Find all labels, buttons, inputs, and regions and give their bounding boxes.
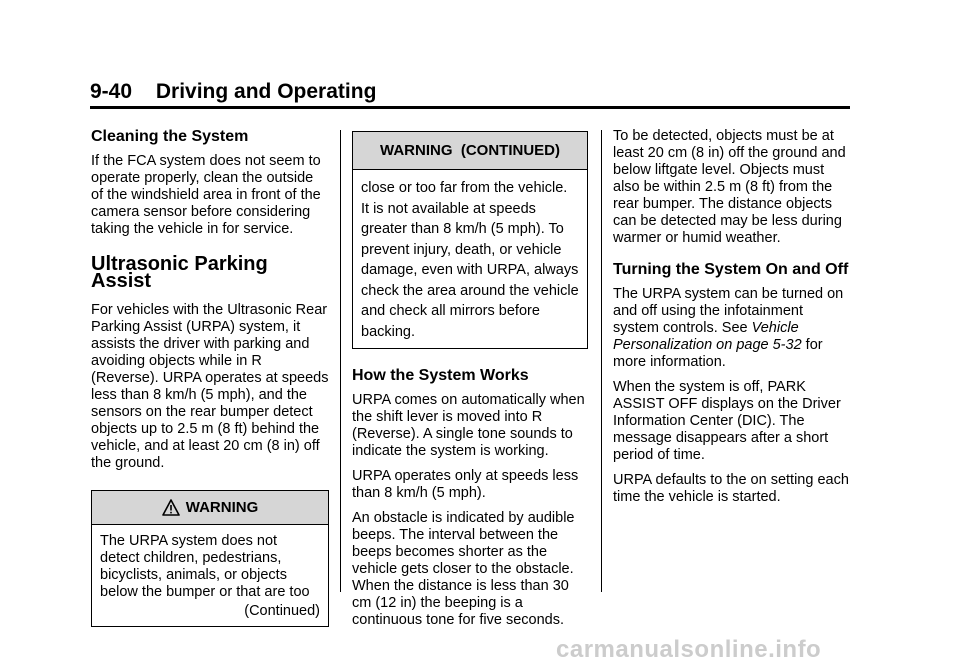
- heading-urpa: Ultrasonic Parking Assist: [91, 253, 268, 292]
- warning-continued-header: [353, 132, 587, 170]
- paragraph-how-3: An obstacle is indicated by audible beeps. The interval between the beeps becomes shorter as the vehicle gets closer to the obstacle. When the distance is less than 30 cm (12 in) the beeping is a continuous tone for five seconds.: [352, 510, 575, 628]
- paragraph-how-2: URPA operates only at speeds less than 8 km/h (5 mph).: [352, 468, 579, 501]
- warning-title: WARNING: [185, 499, 259, 516]
- paragraph-urpa: For vehicles with the Ultrasonic Rear Parking Assist (URPA) system, it assists the driver with parking and avoiding objects while in R (Reverse). URPA operates at speeds less than 8 km/h (5 mph), and the sensors on the rear bumper detect objects up to 2.5 m (8 ft) behind the vehicle, and at least 20 cm (8 in) off the ground.: [91, 302, 329, 471]
- heading-cleaning: Cleaning the System: [91, 128, 249, 145]
- warning-triangle-icon: [162, 499, 180, 516]
- column-2: [352, 131, 588, 637]
- column-3: [613, 128, 851, 514]
- turning-text-end: for more information.: [613, 337, 823, 370]
- paragraph-turning: [613, 286, 851, 371]
- paragraph-detection: To be detected, objects must be at least 20 cm (8 in) off the ground and below liftgate level. Objects must also be within 2.5 m (8 ft) from the rear bumper. The distance objects can be detected may be less during warmer or humid weather.: [613, 128, 846, 246]
- heading-turning-on-off: Turning the System On and Off: [613, 261, 849, 278]
- page-header: [90, 80, 376, 104]
- paragraph-default: URPA defaults to the on setting each time the vehicle is started.: [613, 472, 849, 505]
- paragraph-how-1: URPA comes on automatically when the shift lever is moved into R (Reverse). A single tone sounds to indicate the system is working.: [352, 392, 585, 459]
- turning-text-start: The URPA system can be turned on and off using the infotainment system controls. See: [613, 286, 844, 336]
- paragraph-system-off: When the system is off, PARK ASSIST OFF displays on the Driver Information Center (DIC). The message disappears after a short period of time.: [613, 379, 841, 463]
- watermark: carmanualsonline.info: [556, 636, 822, 663]
- warning-continued-body: close or too far from the vehicle. It is not available at speeds greater than 8 km/h (5 mph). To prevent injury, death, or vehicle damage, even with URPA, always check the area around the vehicle and check all mirrors before backing.: [361, 180, 579, 340]
- cross-reference-link[interactable]: Vehicle Personalization on page 5-32: [613, 320, 802, 353]
- column-divider: [340, 130, 341, 592]
- warning-text: The URPA system does not detect children, pedestrians, bicyclists, animals, or objects below the bumper or that are too: [100, 533, 310, 600]
- warning-continued-box: [352, 131, 588, 349]
- column-divider: [601, 130, 602, 592]
- heading-how-it-works: How the System Works: [352, 367, 529, 384]
- column-1: [91, 128, 329, 627]
- paragraph-cleaning: If the FCA system does not seem to operate properly, clean the outside of the windshield area in front of the camera sensor before considering taking the vehicle in for service.: [91, 153, 321, 237]
- warning-header: [92, 491, 328, 525]
- continued-label: (Continued): [244, 603, 320, 619]
- header-rule: [90, 106, 850, 109]
- warning-box: [91, 490, 329, 627]
- page-number: 9-40: [90, 80, 133, 103]
- section-title: Driving and Operating: [155, 80, 377, 103]
- warning-body: [92, 525, 328, 626]
- warning-continued-title: WARNING (CONTINUED): [380, 142, 560, 159]
